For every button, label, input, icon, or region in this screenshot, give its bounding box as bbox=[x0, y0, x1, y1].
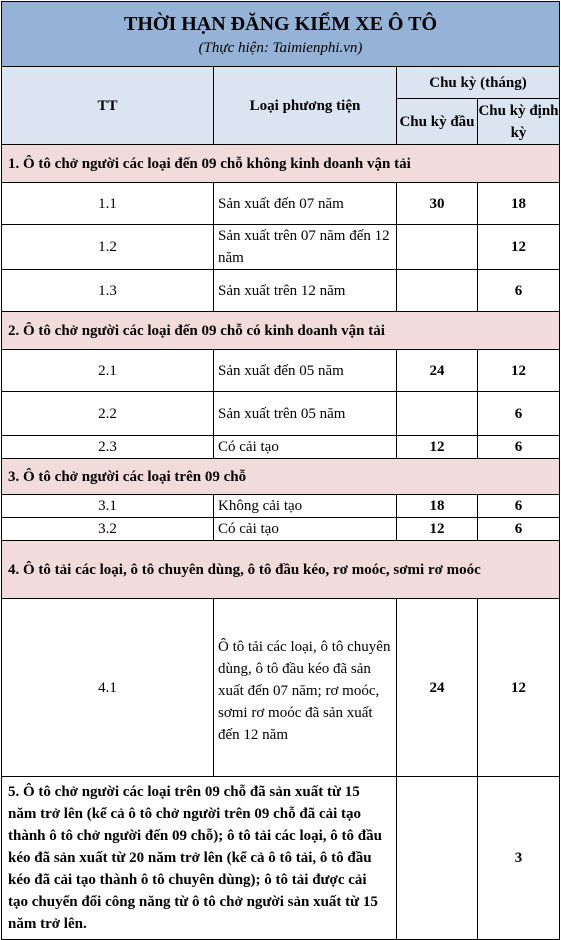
header-periodic-cycle: Chu kỳ định kỳ bbox=[478, 99, 560, 145]
table-row bbox=[2, 350, 560, 392]
table-row bbox=[2, 183, 560, 225]
row-periodic-cycle: 18 bbox=[478, 183, 560, 225]
row-periodic-cycle: 12 bbox=[478, 599, 560, 777]
row-desc: Sản xuất trên 07 năm đến 12 năm bbox=[214, 225, 397, 270]
row-first-cycle: 24 bbox=[397, 350, 478, 392]
table-row bbox=[2, 518, 560, 541]
row-tt: 1.2 bbox=[2, 225, 214, 270]
row-tt: 3.2 bbox=[2, 518, 214, 541]
row-first-cycle bbox=[397, 225, 478, 270]
header-first-cycle: Chu kỳ đầu bbox=[397, 99, 478, 145]
row-first-cycle bbox=[397, 392, 478, 436]
row-first-cycle: 24 bbox=[397, 599, 478, 777]
row-tt: 2.3 bbox=[2, 436, 214, 459]
header-tt: TT bbox=[2, 67, 214, 145]
row-periodic-cycle: 12 bbox=[478, 350, 560, 392]
row-tt: 2.1 bbox=[2, 350, 214, 392]
row-periodic-cycle: 3 bbox=[478, 777, 560, 940]
page-title: THỜI HẠN ĐĂNG KIỂM XE Ô TÔ bbox=[124, 13, 437, 35]
section-title: 4. Ô tô tải các loại, ô tô chuyên dùng, ô tô đầu kéo, rơ moóc, sơmi rơ moóc bbox=[2, 541, 560, 599]
table-row bbox=[2, 225, 560, 270]
row-periodic-cycle: 6 bbox=[478, 436, 560, 459]
header-cycle-group: Chu kỳ (tháng) bbox=[397, 67, 560, 99]
row-desc: Sản xuất trên 12 năm bbox=[214, 270, 397, 312]
table-row bbox=[2, 495, 560, 518]
row-desc: Có cải tạo bbox=[214, 518, 397, 541]
row-first-cycle bbox=[397, 777, 478, 940]
row-tt: 3.1 bbox=[2, 495, 214, 518]
row-periodic-cycle: 6 bbox=[478, 495, 560, 518]
row-first-cycle bbox=[397, 270, 478, 312]
row-desc: Sản xuất đến 05 năm bbox=[214, 350, 397, 392]
row-desc: Có cải tạo bbox=[214, 436, 397, 459]
row-tt: 2.2 bbox=[2, 392, 214, 436]
header-vehicle-type: Loại phương tiện bbox=[214, 67, 397, 145]
inspection-schedule-table bbox=[1, 1, 560, 940]
row-periodic-cycle: 6 bbox=[478, 518, 560, 541]
row-tt: 1.3 bbox=[2, 270, 214, 312]
row-periodic-cycle: 6 bbox=[478, 270, 560, 312]
row-periodic-cycle: 6 bbox=[478, 392, 560, 436]
page-subtitle: (Thực hiện: Taimienphi.vn) bbox=[198, 40, 363, 56]
row-desc: Sản xuất đến 07 năm bbox=[214, 183, 397, 225]
row-desc: Ô tô tải các loại, ô tô chuyên dùng, ô tô đầu kéo đã sản xuất đến 07 năm; rơ moóc, sơmi rơ moóc đã sản xuất đến 12 năm bbox=[214, 599, 397, 777]
row-first-cycle: 12 bbox=[397, 436, 478, 459]
row-first-cycle: 12 bbox=[397, 518, 478, 541]
table-row bbox=[2, 436, 560, 459]
title-cell bbox=[2, 2, 560, 67]
section-title: 2. Ô tô chở người các loại đến 09 chỗ có kinh doanh vận tải bbox=[2, 312, 560, 350]
table-row bbox=[2, 599, 560, 777]
row-periodic-cycle: 12 bbox=[478, 225, 560, 270]
row-tt: 1.1 bbox=[2, 183, 214, 225]
table-row bbox=[2, 392, 560, 436]
row-desc: Không cải tạo bbox=[214, 495, 397, 518]
table-row bbox=[2, 270, 560, 312]
row-first-cycle: 30 bbox=[397, 183, 478, 225]
row-first-cycle: 18 bbox=[397, 495, 478, 518]
row-tt: 4.1 bbox=[2, 599, 214, 777]
section-5-description: 5. Ô tô chở người các loại trên 09 chỗ đã sản xuất từ 15 năm trở lên (kể cả ô tô chở người trên 09 chỗ đã cải tạo thành ô tô chở người đến 09 chỗ); ô tô tải các loại, ô tô đầu kéo đã sản xuất từ 20 năm trở lên (kể cả ô tô tải, ô tô đầu kéo đã cải tạo thành ô tô chuyên dùng); ô tô tải được cải tạo chuyển đổi công năng từ ô tô chở người sản xuất từ 15 năm trở lên. bbox=[2, 777, 397, 940]
section-title: 3. Ô tô chở người các loại trên 09 chỗ bbox=[2, 459, 560, 495]
row-desc: Sản xuất trên 05 năm bbox=[214, 392, 397, 436]
table-row bbox=[2, 777, 560, 940]
section-title: 1. Ô tô chở người các loại đến 09 chỗ không kinh doanh vận tải bbox=[2, 145, 560, 183]
